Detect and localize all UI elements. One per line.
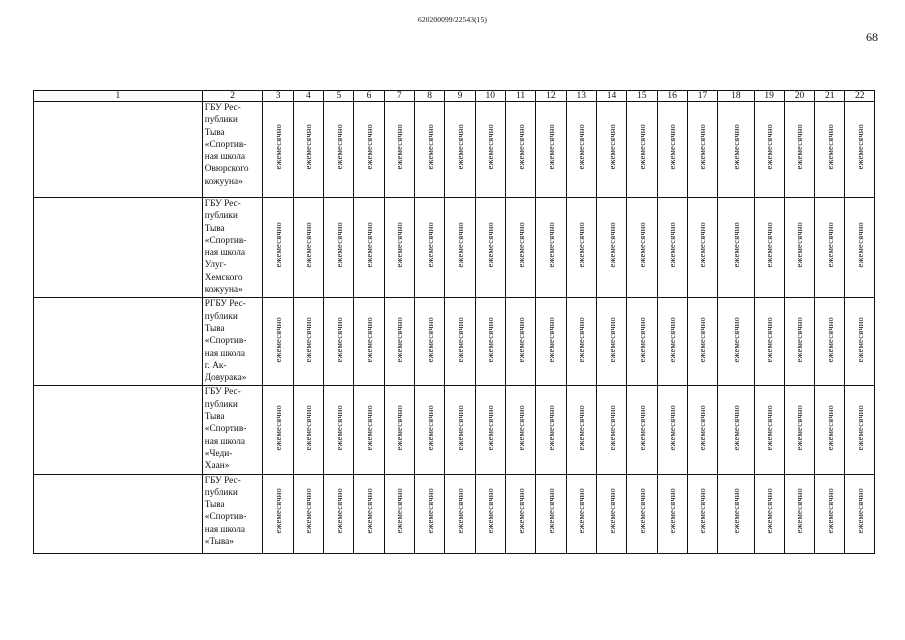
frequency-cell	[566, 474, 596, 553]
frequency-cell	[718, 102, 754, 198]
frequency-text: ежемесячно	[794, 222, 805, 268]
frequency-text: ежемесячно	[667, 124, 678, 170]
frequency-text: ежемесячно	[454, 124, 465, 170]
frequency-cell	[627, 386, 657, 474]
frequency-cell	[536, 198, 566, 298]
column-1-cell	[34, 386, 203, 474]
frequency-cell	[263, 474, 293, 553]
frequency-text: ежемесячно	[730, 222, 741, 268]
frequency-text: ежемесячно	[485, 124, 496, 170]
frequency-cell	[384, 474, 414, 553]
frequency-text: ежемесячно	[273, 124, 284, 170]
column-number-16: 16	[657, 91, 687, 102]
frequency-text: ежемесячно	[730, 316, 741, 363]
frequency-text: ежемесячно	[333, 488, 344, 534]
frequency-cell	[384, 386, 414, 474]
frequency-text: ежемесячно	[764, 222, 775, 268]
frequency-cell	[657, 474, 687, 553]
column-number-3: 3	[263, 91, 293, 102]
frequency-text: ежемесячно	[667, 316, 678, 363]
frequency-cell	[754, 298, 784, 386]
organization-name: ГБУ Рес- публики Тыва «Спортив- ная школа «Тыва»	[202, 474, 263, 553]
frequency-text: ежемесячно	[424, 124, 435, 170]
frequency-cell	[445, 386, 475, 474]
frequency-cell	[845, 198, 875, 298]
frequency-text: ежемесячно	[854, 488, 865, 534]
frequency-text: ежемесячно	[515, 404, 526, 451]
table-row	[34, 198, 875, 298]
frequency-cell	[475, 198, 505, 298]
frequency-cell	[687, 102, 717, 198]
organization-name: РГБУ Рес- публики Тыва «Спортив- ная школа г. Ак- Довурака»	[202, 298, 263, 386]
column-number-5: 5	[324, 91, 354, 102]
frequency-cell	[596, 102, 626, 198]
frequency-text: ежемесячно	[606, 222, 617, 268]
frequency-text: ежемесячно	[364, 124, 375, 170]
frequency-text: ежемесячно	[764, 316, 775, 363]
frequency-text: ежемесячно	[606, 124, 617, 170]
frequency-cell	[815, 474, 845, 553]
column-number-4: 4	[293, 91, 323, 102]
frequency-text: ежемесячно	[854, 124, 865, 170]
frequency-text: ежемесячно	[454, 316, 465, 363]
frequency-cell	[718, 474, 754, 553]
frequency-text: ежемесячно	[273, 488, 284, 534]
frequency-text: ежемесячно	[667, 222, 678, 268]
frequency-text: ежемесячно	[576, 404, 587, 451]
column-number-22: 22	[845, 91, 875, 102]
column-number-10: 10	[475, 91, 505, 102]
frequency-cell	[324, 386, 354, 474]
frequency-cell	[784, 198, 814, 298]
frequency-text: ежемесячно	[454, 404, 465, 451]
frequency-cell	[475, 298, 505, 386]
frequency-cell	[415, 198, 445, 298]
organization-name: ГБУ Рес- публики Тыва «Спортив- ная школа Улуг- Хемского кожууна»	[202, 198, 263, 298]
frequency-text: ежемесячно	[303, 404, 314, 451]
frequency-text: ежемесячно	[333, 222, 344, 268]
column-1-cell	[34, 102, 203, 198]
frequency-text: ежемесячно	[394, 404, 405, 451]
frequency-text: ежемесячно	[273, 404, 284, 451]
frequency-text: ежемесячно	[333, 124, 344, 170]
frequency-cell	[596, 474, 626, 553]
frequency-cell	[566, 386, 596, 474]
frequency-cell	[784, 474, 814, 553]
frequency-cell	[384, 198, 414, 298]
frequency-cell	[536, 298, 566, 386]
frequency-text: ежемесячно	[394, 222, 405, 268]
frequency-text: ежемесячно	[273, 316, 284, 363]
frequency-cell	[354, 198, 384, 298]
frequency-cell	[566, 198, 596, 298]
frequency-text: ежемесячно	[364, 222, 375, 268]
frequency-cell	[354, 298, 384, 386]
frequency-cell	[627, 474, 657, 553]
frequency-text: ежемесячно	[394, 124, 405, 170]
frequency-cell	[845, 102, 875, 198]
frequency-cell	[815, 198, 845, 298]
frequency-cell	[536, 386, 566, 474]
frequency-cell	[415, 102, 445, 198]
frequency-cell	[384, 298, 414, 386]
frequency-text: ежемесячно	[730, 488, 741, 534]
organization-name: ГБУ Рес- публики Тыва «Спортив- ная школа Овюрского кожууна»	[202, 102, 263, 198]
table-row	[34, 474, 875, 553]
frequency-text: ежемесячно	[794, 404, 805, 451]
column-number-14: 14	[596, 91, 626, 102]
frequency-cell	[475, 474, 505, 553]
frequency-text: ежемесячно	[697, 316, 708, 363]
frequency-text: ежемесячно	[454, 222, 465, 268]
frequency-text: ежемесячно	[333, 404, 344, 451]
frequency-cell	[687, 198, 717, 298]
frequency-text: ежемесячно	[303, 222, 314, 268]
frequency-cell	[415, 298, 445, 386]
frequency-cell	[596, 198, 626, 298]
frequency-cell	[263, 386, 293, 474]
frequency-text: ежемесячно	[576, 222, 587, 268]
frequency-cell	[293, 102, 323, 198]
frequency-cell	[784, 298, 814, 386]
table-row	[34, 386, 875, 474]
column-number-17: 17	[687, 91, 717, 102]
frequency-text: ежемесячно	[515, 488, 526, 534]
frequency-text: ежемесячно	[824, 316, 835, 363]
frequency-cell	[754, 102, 784, 198]
frequency-cell	[845, 386, 875, 474]
frequency-text: ежемесячно	[697, 404, 708, 451]
frequency-text: ежемесячно	[545, 404, 556, 451]
frequency-text: ежемесячно	[854, 404, 865, 451]
frequency-cell	[263, 102, 293, 198]
frequency-cell	[445, 102, 475, 198]
frequency-cell	[754, 474, 784, 553]
frequency-text: ежемесячно	[824, 124, 835, 170]
frequency-cell	[566, 102, 596, 198]
frequency-text: ежемесячно	[485, 404, 496, 451]
frequency-text: ежемесячно	[515, 316, 526, 363]
frequency-text: ежемесячно	[824, 488, 835, 534]
column-number-7: 7	[384, 91, 414, 102]
column-number-8: 8	[415, 91, 445, 102]
frequency-cell	[415, 474, 445, 553]
frequency-text: ежемесячно	[824, 404, 835, 451]
column-number-11: 11	[505, 91, 535, 102]
frequency-cell	[354, 474, 384, 553]
frequency-cell	[324, 474, 354, 553]
frequency-text: ежемесячно	[424, 488, 435, 534]
frequency-cell	[845, 298, 875, 386]
column-number-9: 9	[445, 91, 475, 102]
frequency-cell	[627, 198, 657, 298]
frequency-text: ежемесячно	[545, 488, 556, 534]
frequency-text: ежемесячно	[764, 488, 775, 534]
frequency-cell	[445, 474, 475, 553]
frequency-cell	[754, 198, 784, 298]
frequency-text: ежемесячно	[794, 316, 805, 363]
column-number-15: 15	[627, 91, 657, 102]
frequency-cell	[505, 198, 535, 298]
frequency-text: ежемесячно	[364, 488, 375, 534]
column-1-cell	[34, 298, 203, 386]
frequency-cell	[657, 102, 687, 198]
frequency-cell	[815, 298, 845, 386]
frequency-cell	[324, 298, 354, 386]
page-number: 68	[866, 30, 878, 44]
frequency-text: ежемесячно	[485, 488, 496, 534]
frequency-text: ежемесячно	[764, 404, 775, 451]
frequency-text: ежемесячно	[515, 124, 526, 170]
frequency-text: ежемесячно	[515, 222, 526, 268]
frequency-text: ежемесячно	[485, 316, 496, 363]
frequency-text: ежемесячно	[303, 124, 314, 170]
table-row	[34, 298, 875, 386]
frequency-text: ежемесячно	[394, 488, 405, 534]
frequency-cell	[687, 386, 717, 474]
frequency-cell	[566, 298, 596, 386]
frequency-cell	[505, 298, 535, 386]
column-number-1: 1	[34, 91, 203, 102]
frequency-text: ежемесячно	[333, 316, 344, 363]
document-id: 620200099/22543(15)	[418, 15, 487, 24]
column-1-cell	[34, 474, 203, 553]
frequency-cell	[293, 298, 323, 386]
frequency-text: ежемесячно	[364, 404, 375, 451]
frequency-cell	[384, 102, 414, 198]
frequency-text: ежемесячно	[394, 316, 405, 363]
column-number-20: 20	[784, 91, 814, 102]
frequency-cell	[845, 474, 875, 553]
frequency-cell	[687, 474, 717, 553]
column-number-13: 13	[566, 91, 596, 102]
frequency-cell	[718, 298, 754, 386]
table-row	[34, 102, 875, 198]
frequency-cell	[324, 102, 354, 198]
frequency-cell	[784, 102, 814, 198]
frequency-cell	[354, 386, 384, 474]
frequency-text: ежемесячно	[854, 222, 865, 268]
frequency-cell	[324, 198, 354, 298]
frequency-text: ежемесячно	[364, 316, 375, 363]
frequency-cell	[263, 198, 293, 298]
frequency-text: ежемесячно	[636, 222, 647, 268]
frequency-cell	[445, 198, 475, 298]
frequency-cell	[596, 298, 626, 386]
frequency-text: ежемесячно	[667, 488, 678, 534]
frequency-cell	[657, 386, 687, 474]
column-number-2: 2	[202, 91, 263, 102]
frequency-text: ежемесячно	[424, 404, 435, 451]
column-number-12: 12	[536, 91, 566, 102]
frequency-cell	[754, 386, 784, 474]
frequency-cell	[354, 102, 384, 198]
frequency-cell	[445, 298, 475, 386]
frequency-cell	[596, 386, 626, 474]
frequency-text: ежемесячно	[824, 222, 835, 268]
column-number-18: 18	[718, 91, 754, 102]
column-number-row	[34, 91, 875, 102]
frequency-cell	[815, 102, 845, 198]
frequency-cell	[718, 198, 754, 298]
frequency-text: ежемесячно	[667, 404, 678, 451]
frequency-text: ежемесячно	[424, 222, 435, 268]
frequency-text: ежемесячно	[636, 404, 647, 451]
frequency-text: ежемесячно	[854, 316, 865, 363]
frequency-cell	[657, 298, 687, 386]
frequency-text: ежемесячно	[576, 488, 587, 534]
frequency-text: ежемесячно	[794, 124, 805, 170]
frequency-text: ежемесячно	[606, 316, 617, 363]
frequency-text: ежемесячно	[764, 124, 775, 170]
frequency-text: ежемесячно	[576, 316, 587, 363]
frequency-text: ежемесячно	[485, 222, 496, 268]
frequency-text: ежемесячно	[636, 124, 647, 170]
frequency-cell	[263, 298, 293, 386]
frequency-text: ежемесячно	[273, 222, 284, 268]
frequency-text: ежемесячно	[545, 222, 556, 268]
frequency-cell	[293, 198, 323, 298]
frequency-cell	[536, 102, 566, 198]
frequency-text: ежемесячно	[730, 124, 741, 170]
frequency-text: ежемесячно	[606, 404, 617, 451]
organization-name: ГБУ Рес- публики Тыва «Спортив- ная школа «Чеди- Хаан»	[202, 386, 263, 474]
frequency-cell	[505, 474, 535, 553]
frequency-cell	[657, 198, 687, 298]
schedule-table	[33, 90, 875, 554]
column-number-6: 6	[354, 91, 384, 102]
frequency-text: ежемесячно	[454, 488, 465, 534]
column-number-21: 21	[815, 91, 845, 102]
frequency-text: ежемесячно	[697, 488, 708, 534]
column-1-cell	[34, 198, 203, 298]
frequency-text: ежемесячно	[545, 316, 556, 363]
frequency-text: ежемесячно	[545, 124, 556, 170]
frequency-cell	[627, 102, 657, 198]
frequency-cell	[627, 298, 657, 386]
frequency-text: ежемесячно	[697, 124, 708, 170]
frequency-text: ежемесячно	[606, 488, 617, 534]
frequency-cell	[293, 386, 323, 474]
column-number-19: 19	[754, 91, 784, 102]
frequency-cell	[815, 386, 845, 474]
frequency-cell	[784, 386, 814, 474]
frequency-cell	[475, 386, 505, 474]
frequency-text: ежемесячно	[730, 404, 741, 451]
frequency-cell	[415, 386, 445, 474]
frequency-text: ежемесячно	[303, 488, 314, 534]
frequency-cell	[475, 102, 505, 198]
frequency-cell	[718, 386, 754, 474]
frequency-text: ежемесячно	[636, 316, 647, 363]
frequency-cell	[293, 474, 323, 553]
frequency-cell	[687, 298, 717, 386]
frequency-text: ежемесячно	[794, 488, 805, 534]
frequency-cell	[505, 386, 535, 474]
frequency-text: ежемесячно	[636, 488, 647, 534]
frequency-cell	[505, 102, 535, 198]
frequency-cell	[536, 474, 566, 553]
frequency-text: ежемесячно	[697, 222, 708, 268]
frequency-text: ежемесячно	[576, 124, 587, 170]
frequency-text: ежемесячно	[424, 316, 435, 363]
frequency-text: ежемесячно	[303, 316, 314, 363]
